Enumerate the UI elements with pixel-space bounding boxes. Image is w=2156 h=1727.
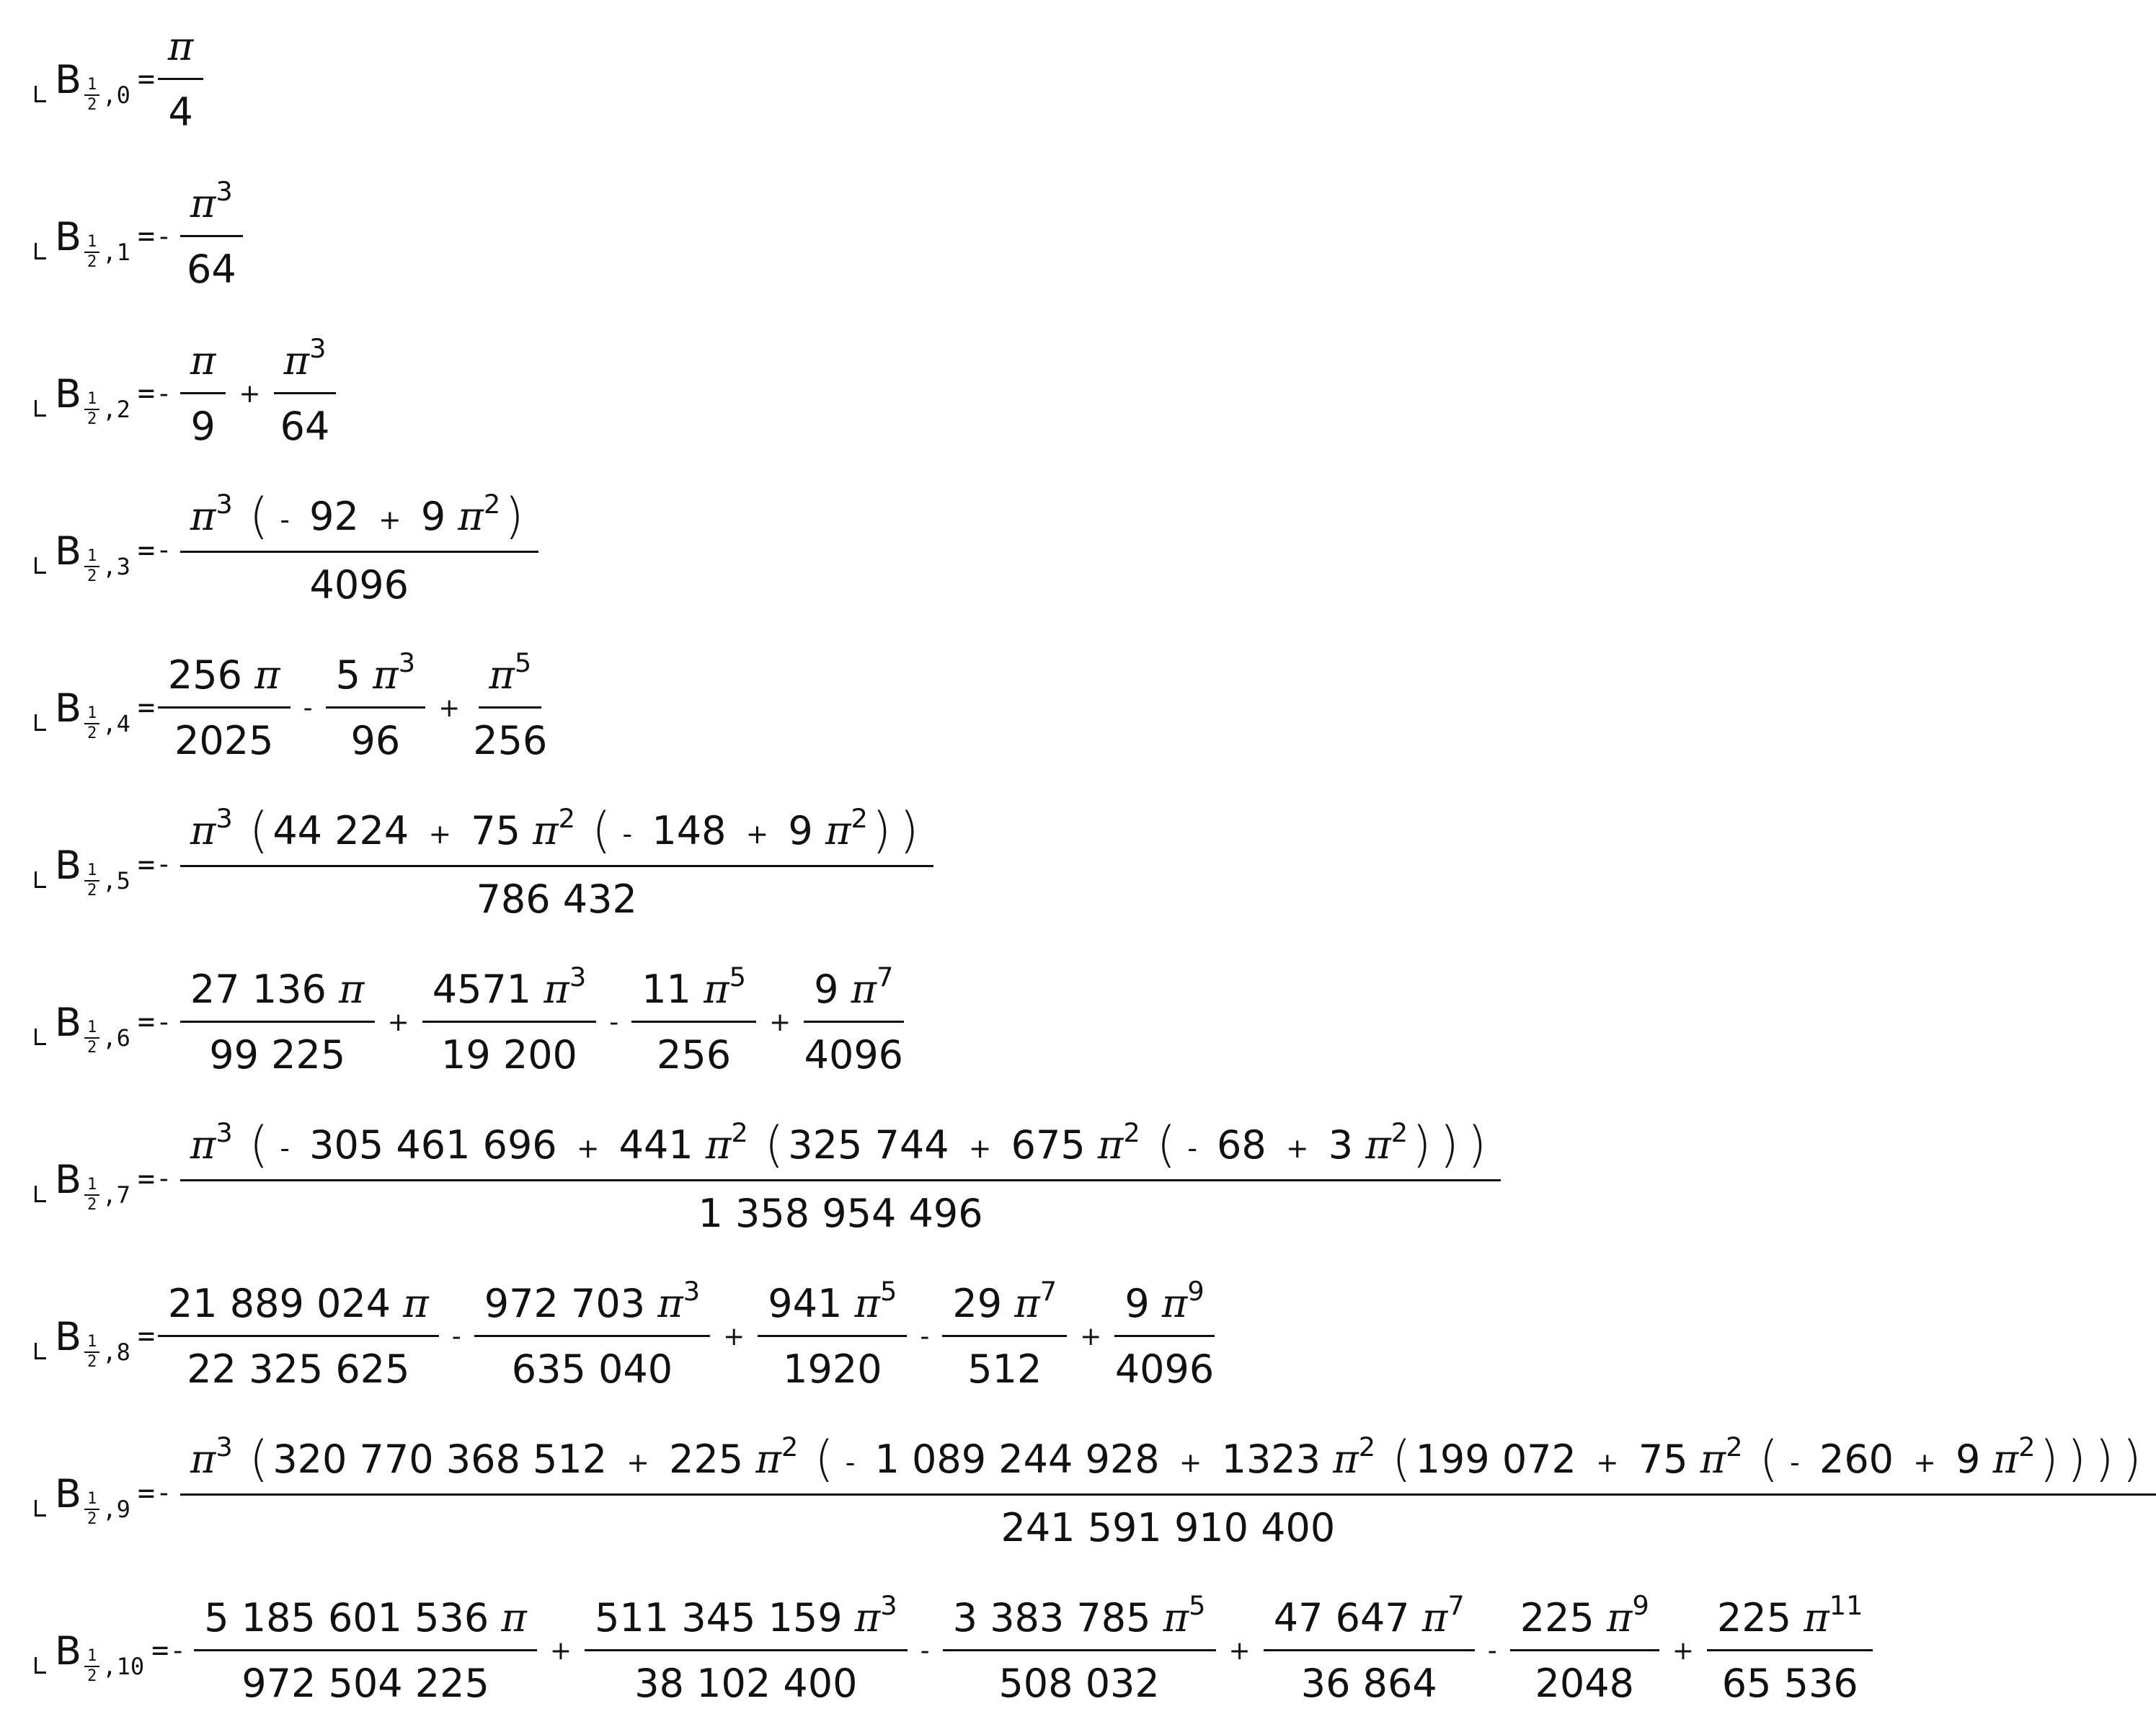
subscript-numerator: 1 bbox=[84, 77, 99, 96]
fraction bbox=[274, 332, 337, 452]
term-sign: - bbox=[159, 1478, 169, 1509]
denominator: 635 040 bbox=[511, 1346, 673, 1392]
numerator: 511 345 159 $\pi^3$ bbox=[585, 1593, 908, 1651]
term-sign: - bbox=[159, 221, 169, 252]
denominator: 22 325 625 bbox=[187, 1346, 410, 1392]
subscript-comma: , bbox=[102, 1653, 117, 1680]
term bbox=[908, 1589, 1216, 1709]
subscript-numerator: 1 bbox=[84, 1491, 99, 1510]
fraction bbox=[194, 1593, 537, 1709]
label-index: 8 bbox=[116, 1338, 130, 1366]
subscript-denominator: 2 bbox=[87, 1510, 97, 1528]
label-subscript bbox=[84, 1648, 144, 1684]
numerator: $\pi^3$ ( - 92 + 9 $\pi^2$) bbox=[180, 491, 538, 554]
corner-mark bbox=[35, 1029, 46, 1045]
corner-mark bbox=[35, 1500, 46, 1517]
equation-label bbox=[35, 56, 130, 114]
numerator: 972 703 $\pi^3$ bbox=[474, 1279, 710, 1337]
term bbox=[1659, 1589, 1873, 1709]
equation-row bbox=[35, 632, 547, 783]
subscript-numerator: 1 bbox=[84, 1020, 99, 1039]
label-base: B bbox=[55, 1628, 82, 1674]
equation-label bbox=[35, 842, 130, 900]
numerator: π bbox=[158, 22, 204, 80]
label-subscript bbox=[84, 706, 130, 742]
term-sign: + bbox=[1080, 1321, 1102, 1351]
numerator: 9 $\pi^9$ bbox=[1114, 1279, 1214, 1337]
label-index: 7 bbox=[116, 1181, 130, 1209]
denominator: 4096 bbox=[309, 562, 409, 608]
numerator: 5 $\pi^3$ bbox=[326, 650, 425, 709]
term bbox=[158, 1279, 439, 1395]
fraction bbox=[943, 1589, 1216, 1709]
denominator: 972 504 225 bbox=[241, 1660, 489, 1706]
label-subscript bbox=[84, 549, 130, 585]
subscript-denominator: 2 bbox=[87, 410, 97, 428]
subscript-comma: , bbox=[102, 1181, 117, 1209]
denominator: 64 bbox=[280, 403, 330, 449]
term bbox=[158, 336, 226, 452]
subscript-fraction bbox=[84, 549, 99, 585]
equals-sign: = bbox=[137, 63, 155, 96]
label-base: B bbox=[55, 685, 82, 731]
label-base: B bbox=[55, 528, 82, 574]
term bbox=[172, 1593, 537, 1709]
term-sign: - bbox=[159, 378, 169, 409]
equation-label bbox=[35, 685, 130, 742]
term-sign: + bbox=[387, 1007, 409, 1037]
fraction bbox=[474, 1275, 710, 1395]
fraction bbox=[1264, 1589, 1475, 1709]
corner-mark bbox=[35, 1343, 46, 1359]
denominator: 9 bbox=[190, 403, 216, 449]
label-base: B bbox=[55, 999, 82, 1045]
term-sign: - bbox=[159, 1007, 169, 1037]
term bbox=[439, 1275, 710, 1395]
subscript-denominator: 2 bbox=[87, 1667, 97, 1685]
corner-mark bbox=[35, 86, 46, 102]
subscript-comma: , bbox=[102, 239, 117, 266]
term bbox=[290, 647, 425, 766]
subscript-numerator: 1 bbox=[84, 1334, 99, 1353]
equation-label bbox=[35, 1470, 130, 1528]
fraction bbox=[180, 1429, 2156, 1554]
denominator: 241 591 910 400 bbox=[1001, 1505, 1336, 1551]
equation-row bbox=[35, 789, 933, 941]
subscript-fraction bbox=[84, 77, 99, 113]
term bbox=[537, 1589, 908, 1709]
term-sign: - bbox=[920, 1635, 930, 1666]
equation-row bbox=[35, 4, 203, 155]
label-index: 9 bbox=[116, 1496, 130, 1523]
fraction bbox=[758, 1275, 907, 1395]
subscript-denominator: 2 bbox=[87, 1039, 97, 1057]
numerator: 4571 $\pi^3$ bbox=[422, 964, 596, 1023]
label-index: 0 bbox=[116, 81, 130, 109]
fraction bbox=[473, 647, 548, 766]
label-subscript bbox=[84, 863, 130, 899]
equation-row bbox=[35, 1104, 1501, 1255]
term bbox=[1216, 1589, 1475, 1709]
label-subscript bbox=[84, 1491, 130, 1527]
denominator: 256 bbox=[473, 717, 548, 763]
label-subscript bbox=[84, 1334, 130, 1370]
denominator: 36 864 bbox=[1300, 1660, 1437, 1706]
fraction bbox=[158, 1279, 439, 1395]
subscript-numerator: 1 bbox=[84, 1648, 99, 1667]
equation-row bbox=[35, 318, 336, 469]
label-subscript bbox=[84, 1177, 130, 1213]
label-base: B bbox=[55, 1313, 82, 1359]
numerator: 3 383 785 $\pi^5$ bbox=[943, 1593, 1216, 1651]
fraction bbox=[180, 336, 226, 452]
numerator: 5 185 601 536 π bbox=[194, 1593, 537, 1651]
term bbox=[907, 1275, 1067, 1395]
denominator: 1 358 954 496 bbox=[698, 1191, 983, 1237]
fraction bbox=[1510, 1589, 1659, 1709]
denominator: 786 432 bbox=[476, 876, 637, 923]
term-sign: - bbox=[303, 693, 313, 723]
term-sign: + bbox=[723, 1321, 745, 1351]
equation-label bbox=[35, 213, 130, 271]
denominator: 4096 bbox=[804, 1031, 904, 1078]
term-sign: - bbox=[1487, 1635, 1497, 1666]
subscript-numerator: 1 bbox=[84, 1177, 99, 1196]
term-sign: + bbox=[438, 693, 461, 723]
subscript-comma: , bbox=[102, 1024, 117, 1052]
fraction bbox=[422, 961, 596, 1080]
corner-mark bbox=[35, 1186, 46, 1202]
subscript-comma: , bbox=[102, 396, 117, 423]
subscript-numerator: 1 bbox=[84, 863, 99, 882]
subscript-denominator: 2 bbox=[87, 882, 97, 900]
subscript-denominator: 2 bbox=[87, 253, 97, 271]
term-sign: - bbox=[451, 1321, 461, 1351]
subscript-fraction bbox=[84, 234, 99, 270]
label-index: 6 bbox=[116, 1024, 130, 1052]
label-base: B bbox=[55, 1156, 82, 1202]
label-index: 1 bbox=[116, 239, 130, 266]
denominator: 64 bbox=[187, 246, 236, 292]
subscript-numerator: 1 bbox=[84, 234, 99, 253]
term-sign: + bbox=[549, 1635, 572, 1666]
subscript-numerator: 1 bbox=[84, 391, 99, 410]
term bbox=[756, 961, 904, 1080]
fraction bbox=[180, 964, 375, 1080]
term bbox=[158, 964, 375, 1080]
numerator: 225 $\pi^{11}$ bbox=[1707, 1593, 1873, 1651]
corner-mark bbox=[35, 871, 46, 888]
subscript-denominator: 2 bbox=[87, 567, 97, 585]
numerator: 941 $\pi^5$ bbox=[758, 1279, 907, 1337]
fraction bbox=[158, 22, 204, 138]
equals-sign: = bbox=[137, 691, 155, 724]
numerator: 9 $\pi^7$ bbox=[804, 964, 903, 1023]
numerator: 29 $\pi^7$ bbox=[942, 1279, 1067, 1337]
label-base: B bbox=[55, 370, 82, 417]
corner-mark bbox=[35, 557, 46, 574]
subscript-comma: , bbox=[102, 1338, 117, 1366]
subscript-denominator: 2 bbox=[87, 1196, 97, 1214]
equation-label bbox=[35, 370, 130, 428]
equation-label bbox=[35, 999, 130, 1057]
denominator: 19 200 bbox=[440, 1031, 577, 1078]
numerator: $\pi^3$ ( 320 770 368 512 + 225 $\pi^2$ ( - 1 089 244 928 + 1323 $\pi^2$ ( 199 072 + 75 $\pi^2$ ( - 260 + 9 $\pi^2$) ) ) ) bbox=[180, 1434, 2156, 1496]
numerator: $\pi^3$ bbox=[274, 336, 337, 394]
subscript-fraction bbox=[84, 1648, 99, 1684]
equals-sign: = bbox=[151, 1634, 169, 1667]
numerator: 225 $\pi^9$ bbox=[1510, 1593, 1659, 1651]
subscript-denominator: 2 bbox=[87, 96, 97, 114]
denominator: 38 102 400 bbox=[634, 1660, 858, 1706]
label-base: B bbox=[55, 56, 82, 102]
fraction bbox=[1707, 1589, 1873, 1709]
subscript-fraction bbox=[84, 391, 99, 427]
corner-mark bbox=[35, 1657, 46, 1674]
corner-mark bbox=[35, 714, 46, 731]
fraction bbox=[585, 1589, 908, 1709]
label-index: 2 bbox=[116, 396, 130, 423]
subscript-comma: , bbox=[102, 1496, 117, 1523]
equals-sign: = bbox=[137, 1163, 155, 1196]
denominator: 96 bbox=[350, 717, 401, 763]
label-index: 5 bbox=[116, 867, 130, 894]
denominator: 2048 bbox=[1535, 1660, 1634, 1706]
equation-label bbox=[35, 1628, 145, 1685]
subscript-comma: , bbox=[102, 710, 117, 737]
term-sign: - bbox=[920, 1321, 930, 1351]
fraction bbox=[942, 1275, 1067, 1395]
subscript-fraction bbox=[84, 706, 99, 742]
numerator: $\pi^5$ bbox=[479, 650, 541, 709]
fraction bbox=[180, 175, 243, 295]
term bbox=[158, 801, 933, 925]
term bbox=[158, 1115, 1501, 1240]
corner-mark bbox=[35, 400, 46, 417]
denominator: 99 225 bbox=[209, 1031, 346, 1078]
equation-row bbox=[35, 475, 538, 626]
fraction bbox=[180, 1115, 1501, 1240]
subscript-numerator: 1 bbox=[84, 549, 99, 567]
corner-mark bbox=[35, 243, 46, 259]
subscript-fraction bbox=[84, 1491, 99, 1527]
subscript-fraction bbox=[84, 1334, 99, 1370]
label-base: B bbox=[55, 213, 82, 259]
subscript-denominator: 2 bbox=[87, 1353, 97, 1371]
term-sign: - bbox=[159, 536, 169, 566]
numerator: $\pi^3$ ( - 305 461 696 + 441 $\pi^2$ ( 325 744 + 675 $\pi^2$ ( - 68 + 3 $\pi^2$) ) ) bbox=[180, 1119, 1501, 1182]
equals-sign: = bbox=[137, 1005, 155, 1039]
term bbox=[375, 961, 597, 1080]
term bbox=[226, 332, 336, 452]
equals-sign: = bbox=[137, 1477, 155, 1510]
term bbox=[710, 1275, 907, 1395]
numerator: 256 π bbox=[158, 650, 290, 709]
equation-label bbox=[35, 1156, 130, 1214]
term-sign: - bbox=[159, 1164, 169, 1194]
equation-row bbox=[35, 946, 904, 1098]
term-sign: - bbox=[159, 850, 169, 880]
term bbox=[158, 650, 290, 766]
term bbox=[158, 1429, 2156, 1554]
label-base: B bbox=[55, 842, 82, 888]
equation-row bbox=[35, 1261, 1215, 1412]
term-sign: + bbox=[768, 1007, 791, 1037]
equals-sign: = bbox=[137, 220, 155, 253]
term-sign: - bbox=[173, 1635, 183, 1666]
denominator: 65 536 bbox=[1721, 1660, 1858, 1706]
subscript-numerator: 1 bbox=[84, 706, 99, 724]
label-index: 3 bbox=[116, 553, 130, 580]
numerator: π bbox=[180, 336, 226, 394]
subscript-comma: , bbox=[102, 553, 117, 580]
denominator: 4 bbox=[168, 89, 193, 135]
fraction bbox=[804, 961, 904, 1080]
equals-sign: = bbox=[137, 1320, 155, 1353]
numerator: 47 647 $\pi^7$ bbox=[1264, 1593, 1475, 1651]
subscript-comma: , bbox=[102, 81, 117, 109]
term bbox=[596, 961, 756, 1080]
numerator: $\pi^3$ ( 44 224 + 75 $\pi^2$ ( - 148 + 9 $\pi^2$) ) bbox=[180, 805, 933, 868]
equals-sign: = bbox=[137, 534, 155, 567]
fraction bbox=[158, 650, 290, 766]
numerator: 27 136 π bbox=[180, 964, 375, 1023]
equation-row bbox=[35, 161, 243, 312]
term bbox=[158, 487, 538, 611]
subscript-comma: , bbox=[102, 867, 117, 894]
term-sign: + bbox=[1228, 1635, 1251, 1666]
term bbox=[1067, 1275, 1215, 1395]
label-subscript bbox=[84, 391, 130, 427]
term-sign: + bbox=[1672, 1635, 1694, 1666]
fraction bbox=[326, 647, 425, 766]
label-subscript bbox=[84, 77, 130, 113]
fraction bbox=[1114, 1275, 1215, 1395]
label-index: 4 bbox=[116, 710, 130, 737]
equation-row bbox=[35, 1575, 1873, 1726]
numerator: $\pi^3$ bbox=[180, 179, 243, 237]
subscript-fraction bbox=[84, 1020, 99, 1056]
equation-label bbox=[35, 528, 130, 585]
denominator: 1920 bbox=[783, 1346, 882, 1392]
fraction bbox=[180, 487, 538, 611]
denominator: 4096 bbox=[1114, 1346, 1215, 1392]
term bbox=[1475, 1589, 1659, 1709]
term bbox=[425, 647, 548, 766]
subscript-denominator: 2 bbox=[87, 724, 97, 742]
label-base: B bbox=[55, 1470, 82, 1517]
numerator: 11 $\pi^5$ bbox=[631, 964, 756, 1023]
equals-sign: = bbox=[137, 848, 155, 882]
subscript-fraction bbox=[84, 863, 99, 899]
equals-sign: = bbox=[137, 377, 155, 410]
subscript-fraction bbox=[84, 1177, 99, 1213]
equation-row bbox=[35, 1418, 2156, 1569]
fraction bbox=[631, 961, 756, 1080]
label-index: 10 bbox=[116, 1653, 145, 1680]
denominator: 508 032 bbox=[998, 1660, 1160, 1706]
numerator: 21 889 024 π bbox=[158, 1279, 439, 1337]
denominator: 256 bbox=[657, 1031, 732, 1078]
term-sign: - bbox=[609, 1007, 619, 1037]
label-subscript bbox=[84, 234, 130, 270]
term bbox=[158, 22, 204, 138]
fraction bbox=[180, 801, 933, 925]
equation-label bbox=[35, 1313, 130, 1371]
term-sign: + bbox=[239, 378, 261, 409]
denominator: 512 bbox=[967, 1346, 1042, 1392]
term bbox=[158, 175, 243, 295]
label-subscript bbox=[84, 1020, 130, 1056]
denominator: 2025 bbox=[174, 717, 274, 763]
